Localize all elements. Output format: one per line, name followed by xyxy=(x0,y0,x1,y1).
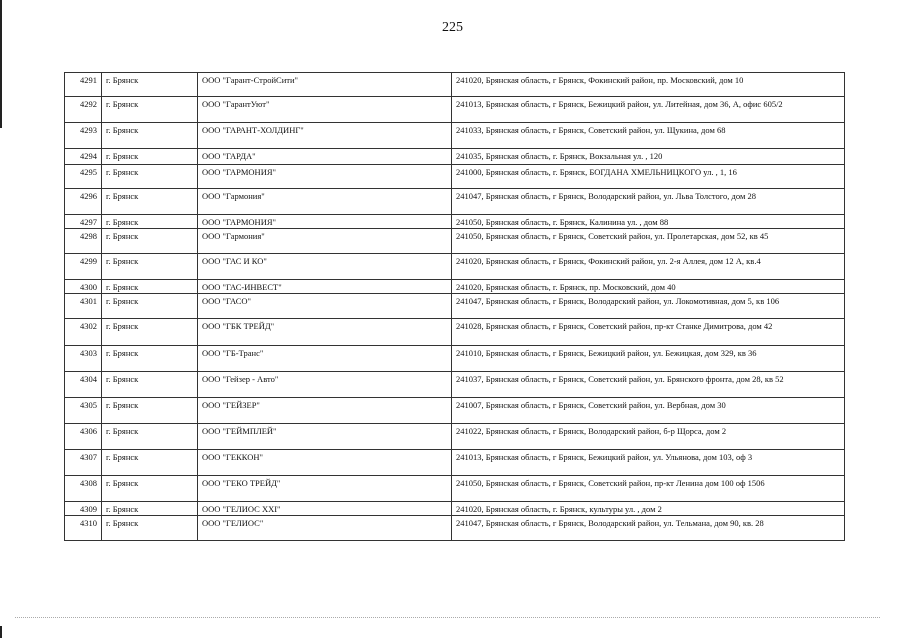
city-cell: г. Брянск xyxy=(102,450,198,476)
table-row xyxy=(65,424,845,450)
address-cell: 241050, Брянская область, г. Брянск, Калинина ул. , дом 88 xyxy=(452,215,845,229)
row-number: 4302 xyxy=(65,319,102,346)
company-name-cell: ООО "ГБ-Транс" xyxy=(198,346,452,372)
table-row xyxy=(65,502,845,516)
address-cell: 241028, Брянская область, г Брянск, Советский район, пр-кт Станке Димитрова, дом 42 xyxy=(452,319,845,346)
address-cell: 241047, Брянская область, г Брянск, Володарский район, ул. Локомотивная, дом 5, кв 106 xyxy=(452,294,845,319)
company-name-cell: ООО "ГЕЙЗЕР" xyxy=(198,398,452,424)
registry-rows xyxy=(65,73,845,541)
city-cell: г. Брянск xyxy=(102,372,198,398)
table-row xyxy=(65,254,845,280)
table-row xyxy=(65,229,845,254)
address-cell: 241047, Брянская область, г Брянск, Володарский район, ул. Льва Толстого, дом 28 xyxy=(452,189,845,215)
city-cell: г. Брянск xyxy=(102,294,198,319)
city-cell: г. Брянск xyxy=(102,346,198,372)
table-row xyxy=(65,165,845,189)
table-row xyxy=(65,189,845,215)
city-cell: г. Брянск xyxy=(102,73,198,97)
address-cell: 241000, Брянская область, г. Брянск, БОГДАНА ХМЕЛЬНИЦКОГО ул. , 1, 16 xyxy=(452,165,845,189)
table-row xyxy=(65,280,845,294)
row-number: 4310 xyxy=(65,516,102,541)
table-row xyxy=(65,516,845,541)
address-cell: 241035, Брянская область, г. Брянск, Вокзальная ул. , 120 xyxy=(452,149,845,165)
table-row xyxy=(65,73,845,97)
address-cell: 241007, Брянская область, г Брянск, Советский район, ул. Вербная, дом 30 xyxy=(452,398,845,424)
row-number: 4292 xyxy=(65,97,102,123)
city-cell: г. Брянск xyxy=(102,123,198,149)
company-name-cell: ООО "ГАРМОНИЯ" xyxy=(198,165,452,189)
address-cell: 241037, Брянская область, г Брянск, Советский район, ул. Брянского фронта, дом 28, кв 52 xyxy=(452,372,845,398)
company-name-cell: ООО "ГАС И КО" xyxy=(198,254,452,280)
row-number: 4299 xyxy=(65,254,102,280)
row-number: 4295 xyxy=(65,165,102,189)
table-row xyxy=(65,97,845,123)
table-row xyxy=(65,476,845,502)
city-cell: г. Брянск xyxy=(102,398,198,424)
row-number: 4309 xyxy=(65,502,102,516)
row-number: 4294 xyxy=(65,149,102,165)
address-cell: 241020, Брянская область, г Брянск, Фокинский район, пр. Московский, дом 10 xyxy=(452,73,845,97)
scan-dotted-line xyxy=(15,617,880,619)
row-number: 4303 xyxy=(65,346,102,372)
row-number: 4300 xyxy=(65,280,102,294)
table-row xyxy=(65,215,845,229)
address-cell: 241033, Брянская область, г Брянск, Советский район, ул. Щукина, дом 68 xyxy=(452,123,845,149)
table-row xyxy=(65,372,845,398)
bottom-left-mark xyxy=(0,626,2,638)
company-name-cell: ООО "ГЕКО ТРЕЙД" xyxy=(198,476,452,502)
company-name-cell: ООО "ГЕККОН" xyxy=(198,450,452,476)
registry-table xyxy=(64,72,845,541)
city-cell: г. Брянск xyxy=(102,97,198,123)
city-cell: г. Брянск xyxy=(102,502,198,516)
address-cell: 241020, Брянская область, г. Брянск, пр. Московский, дом 40 xyxy=(452,280,845,294)
row-number: 4301 xyxy=(65,294,102,319)
company-name-cell: ООО "ГЕЙМПЛЕЙ" xyxy=(198,424,452,450)
address-cell: 241050, Брянская область, г Брянск, Советский район, пр-кт Ленина дом 100 оф 1506 xyxy=(452,476,845,502)
address-cell: 241010, Брянская область, г Брянск, Бежицкий район, ул. Бежицкая, дом 329, кв 36 xyxy=(452,346,845,372)
page-number: 225 xyxy=(442,20,463,35)
row-number: 4296 xyxy=(65,189,102,215)
table-row xyxy=(65,398,845,424)
table-row xyxy=(65,294,845,319)
company-name-cell: ООО "ГарантУют" xyxy=(198,97,452,123)
company-name-cell: ООО "ГБК ТРЕЙД" xyxy=(198,319,452,346)
address-cell: 241013, Брянская область, г Брянск, Бежицкий район, ул. Ульянова, дом 103, оф 3 xyxy=(452,450,845,476)
city-cell: г. Брянск xyxy=(102,215,198,229)
row-number: 4307 xyxy=(65,450,102,476)
company-name-cell: ООО "ГАСО" xyxy=(198,294,452,319)
row-number: 4293 xyxy=(65,123,102,149)
table-row xyxy=(65,123,845,149)
table-row xyxy=(65,346,845,372)
company-name-cell: ООО "ГЕЛИОС" xyxy=(198,516,452,541)
address-cell: 241050, Брянская область, г Брянск, Советский район, ул. Пролетарская, дом 52, кв 45 xyxy=(452,229,845,254)
company-name-cell: ООО "ГАС-ИНВЕСТ" xyxy=(198,280,452,294)
city-cell: г. Брянск xyxy=(102,165,198,189)
address-cell: 241020, Брянская область, г Брянск, Фокинский район, ул. 2-я Аллея, дом 12 А, кв.4 xyxy=(452,254,845,280)
row-number: 4306 xyxy=(65,424,102,450)
company-name-cell: ООО "ГАРДА" xyxy=(198,149,452,165)
city-cell: г. Брянск xyxy=(102,254,198,280)
company-name-cell: ООО "Гейзер - Авто" xyxy=(198,372,452,398)
address-cell: 241013, Брянская область, г Брянск, Бежицкий район, ул. Литейная, дом 36, А, офис 605/2 xyxy=(452,97,845,123)
company-name-cell: ООО "ГЕЛИОС XXI" xyxy=(198,502,452,516)
table-row xyxy=(65,149,845,165)
company-name-cell: ООО "ГАРАНТ-ХОЛДИНГ" xyxy=(198,123,452,149)
company-name-cell: ООО "Гармония" xyxy=(198,189,452,215)
company-name-cell: ООО "Гармония" xyxy=(198,229,452,254)
row-number: 4297 xyxy=(65,215,102,229)
address-cell: 241047, Брянская область, г Брянск, Володарский район, ул. Тельмана, дом 90, кв. 28 xyxy=(452,516,845,541)
city-cell: г. Брянск xyxy=(102,280,198,294)
row-number: 4304 xyxy=(65,372,102,398)
city-cell: г. Брянск xyxy=(102,149,198,165)
table-row xyxy=(65,319,845,346)
city-cell: г. Брянск xyxy=(102,476,198,502)
city-cell: г. Брянск xyxy=(102,516,198,541)
address-cell: 241020, Брянская область, г. Брянск, культуры ул. , дом 2 xyxy=(452,502,845,516)
company-name-cell: ООО "ГАРМОНИЯ" xyxy=(198,215,452,229)
address-cell: 241022, Брянская область, г Брянск, Володарский район, б-р Щорса, дом 2 xyxy=(452,424,845,450)
row-number: 4308 xyxy=(65,476,102,502)
table-row xyxy=(65,450,845,476)
city-cell: г. Брянск xyxy=(102,319,198,346)
row-number: 4291 xyxy=(65,73,102,97)
city-cell: г. Брянск xyxy=(102,229,198,254)
company-name-cell: ООО "Гарант-СтройСити" xyxy=(198,73,452,97)
row-number: 4298 xyxy=(65,229,102,254)
city-cell: г. Брянск xyxy=(102,424,198,450)
city-cell: г. Брянск xyxy=(102,189,198,215)
row-number: 4305 xyxy=(65,398,102,424)
